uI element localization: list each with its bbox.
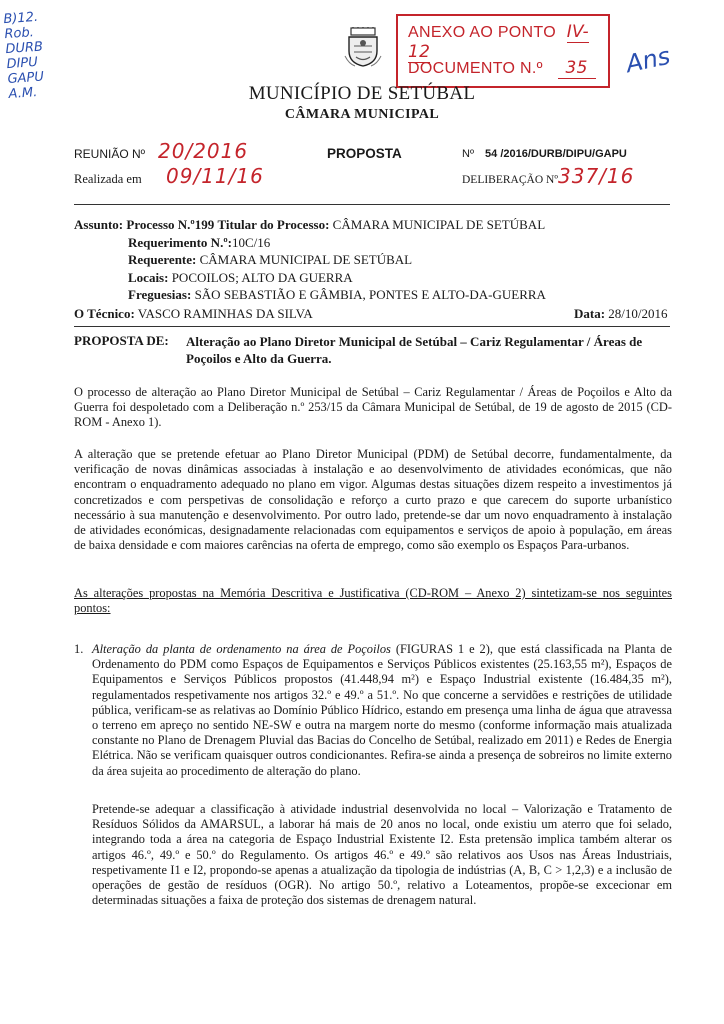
date-line: [574, 306, 668, 322]
municipality-name: MUNICÍPIO DE SETÚBAL: [248, 83, 476, 104]
requerente-value: CÂMARA MUNICIPAL DE SETÚBAL: [199, 252, 413, 267]
locais-line: [74, 269, 546, 287]
technician-label: O Técnico:: [74, 306, 135, 321]
chamber-name: CÂMARA MUNICIPAL: [284, 107, 440, 122]
annotation-line: DURB: [5, 39, 44, 58]
titular-value: CÂMARA MUNICIPAL DE SETÚBAL: [332, 217, 546, 232]
freguesias-label: Freguesias:: [128, 287, 192, 302]
freguesias-value: SÃO SEBASTIÃO E GÂMBIA, PONTES E ALTO-DA-GUERRA: [194, 287, 546, 302]
titular-label: Titular do Processo:: [217, 217, 330, 232]
numero-row: [462, 148, 627, 160]
technician-name: VASCO RAMINHAS DA SILVA: [137, 306, 313, 321]
date-label: Data:: [574, 306, 606, 321]
list-item-1: [92, 642, 672, 779]
requerimento-value: 10C/16: [231, 234, 271, 250]
proposta-line: Alteração ao Plano Diretor Municipal de Setúbal – Cariz Regulamentar / Áreas de: [186, 334, 643, 349]
list-item-1-paragraph-2: Pretende-se adequar a classificação à atividade industrial desenvolvida no local – Valorização e Tratamento de Resíduos Sólidos da AMARSUL, a laborar há mais de 20 anos no local, onde existiu um aterro que foi selado, integrando toda a área na categoria de Espaço Industrial Existente I2. Esta pretensão implica também alterar os artigos 46.º, 49.º e 50.º do Regulamento. Os artigos 46.º e 49.º são relativos aos Usos nas Áreas Industriais, respetivamente I1 e I2, propondo-se apenas a atualização da tipologia de indústrias (A, B, C > 1,2,3) e a inclusão de operações de gestão de resíduos (OGR). No artigo 50.º, relativo a Loteamentos, propõe-se excecionar em determinadas situações a faixa de proteção dos sistemas de drenagem natural.: [92, 802, 672, 908]
proposta-de-text: [186, 333, 672, 367]
freguesias-line: [74, 286, 546, 304]
stamp-line-2: [408, 58, 596, 78]
stamp-document-value: 35: [558, 58, 596, 79]
reuniao-label: REUNIÃO Nº: [74, 147, 146, 161]
locais-label: Locais:: [128, 269, 169, 285]
deliberacao-value: 337/16: [558, 164, 635, 188]
realizada-label: Realizada em: [74, 172, 142, 186]
proposta-de-label: PROPOSTA DE:: [74, 333, 169, 348]
stamp-annex-value: IV-12: [408, 22, 589, 62]
stamp-line-1: [408, 22, 608, 62]
processo-label: Processo N.º: [126, 217, 195, 232]
stamp-document-label: DOCUMENTO N.º: [408, 60, 543, 77]
annotation-line: B)12.: [2, 9, 39, 28]
item-1-text: (FIGURAS 1 e 2), que está classificada na Planta de Ordenamento do PDM como Espaços de Equipamentos e Serviços Públicos existentes (25.163,55 m²), Espaços de Equipamentos e Serviços Públicos propostos (41.448,94 m²) e Espaço Industrial existente (16.484,35 m²), regulamentados respetivamente nos artigos 32.º e 49.º a 51.º. No que concerne a servidões e restrições de utilidade pública, verificam-se as relativas ao Domínio Público Hídrico, estando em presença uma linha de água que atravessa o terreno em apreço no sentido NE-SW e outra na margem norte do mesmo (conforme informação mais atualizada constante no Plano de Drenagem Pluvial das Bacias do Concelho de Setúbal, realizado em 2011) e Redes de Energia Elétrica. Não se verificam quaisquer outros condicionantes. Refira-se ainda a presença de sobreiros no limite externo da área sujeita ao procedimento de alteração do plano.: [92, 642, 672, 778]
requerente-label: Requerente:: [128, 252, 197, 267]
annotation-line: GAPU: [7, 69, 45, 88]
paragraph-3: As alterações propostas na Memória Descritiva e Justificativa (CD-ROM – Anexo 2) sintetizam-se nos seguintes pontos:: [74, 586, 672, 616]
requerente-line: [74, 251, 546, 269]
realizada-value: 09/11/16: [166, 164, 264, 188]
requerimento-line: [74, 234, 546, 252]
annotation-line: Rob.: [3, 25, 35, 43]
annex-stamp: [396, 14, 610, 88]
annotation-line: DIPU: [6, 54, 39, 73]
numero-value: 54 /2016/DURB/DIPU/GAPU: [485, 148, 627, 160]
stamp-annex-label: ANEXO AO PONTO: [408, 24, 556, 41]
numero-label: Nº: [462, 148, 474, 160]
technician-line: [74, 306, 313, 322]
processo-line: [74, 216, 546, 234]
paragraph-1: O processo de alteração ao Plano Diretor Municipal de Setúbal – Cariz Regulamentar / Áreas de Poçoilos e Alto da Guerra foi despoletado com a Deliberação n.º 253/15 da Câmara Municipal de Setúbal, de 19 de agosto de 2015 (CD-ROM - Anexo 1).: [74, 385, 672, 430]
processo-value: 199: [194, 217, 215, 232]
annotation-line: A.M.: [8, 85, 38, 102]
municipal-crest-icon: [343, 26, 383, 68]
requerimento-label: Requerimento N.º:: [128, 234, 232, 250]
subject-block: [74, 216, 546, 304]
assunto-label: Assunto:: [74, 217, 124, 232]
divider: [74, 204, 670, 205]
proposta-title: PROPOSTA: [327, 146, 402, 161]
divider: [74, 326, 670, 327]
stamp-signature: Ans: [623, 41, 673, 79]
item-1-title: Alteração da planta de ordenamento na área de Poçoilos: [92, 642, 391, 656]
reuniao-value: 20/2016: [158, 139, 249, 163]
locais-value: POCOILOS; ALTO DA GUERRA: [171, 269, 353, 285]
date-value: 28/10/2016: [608, 306, 668, 321]
paragraph-2: A alteração que se pretende efetuar ao Plano Diretor Municipal (PDM) de Setúbal decorre, fundamentalmente, da verificação de novas dinâmicas associadas à instalação e ao desenvolvimento de atividades económicas, que não encontram o enquadramento adequado no plano em vigor. Algumas destas situações dizem respeito a investimentos já concretizados e com perspetivas de consolidação e reforço a curto prazo e que carecem do suporte urbanístico necessário à sua manutenção e desenvolvimento. Por outro lado, pretende-se dar um novo enquadramento à instalação de atividades económicas, designadamente relacionadas com equipamentos e serviços de apoio à população, em áreas de baixa densidade e com maiores carências na oferta de emprego, como são exemplo os Espaços Para-urbanos.: [74, 447, 672, 553]
list-item-number: 1.: [74, 642, 84, 656]
deliberacao-label: DELIBERAÇÃO Nº: [462, 174, 558, 186]
proposta-line: Poçoilos e Alto da Guerra.: [186, 351, 332, 366]
